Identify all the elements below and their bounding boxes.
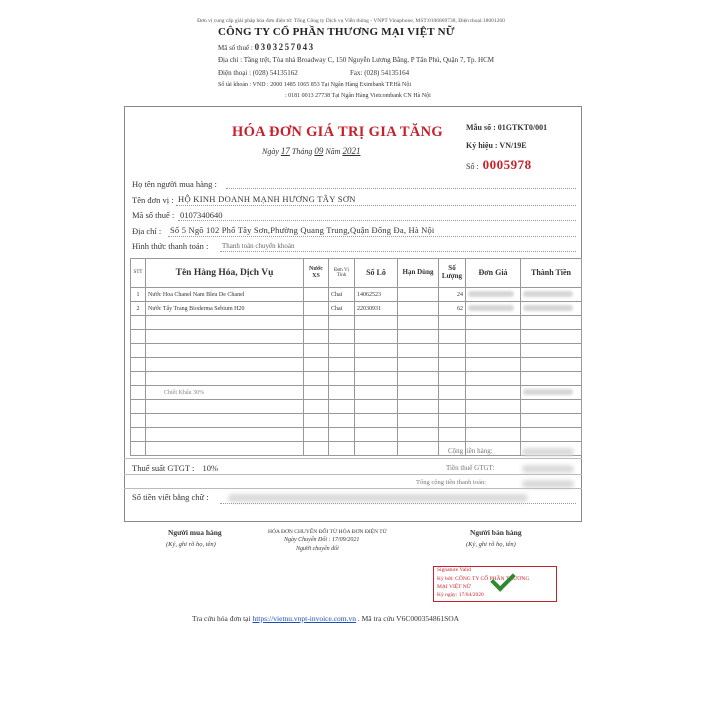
vat-amount-label: Tiền thuế GTGT:: [446, 464, 495, 472]
invoice-title: HÓA ĐƠN GIÁ TRỊ GIA TĂNG: [232, 124, 443, 140]
redacted-total: [522, 480, 574, 488]
converter-label: Người chuyển đổi: [296, 546, 339, 552]
row-unit-price: [466, 288, 521, 302]
table-row: [131, 288, 582, 302]
buyer-name-line: [226, 188, 576, 189]
row-product-name: Nước Tẩy Trang Bioderma Sebium H20: [146, 302, 304, 316]
seller-signature-title: Người bán hàng: [470, 528, 522, 537]
buyer-address-value: Số 5 Ngõ 102 Phố Tây Sơn,Phường Quang Trung,Quận Đống Đa, Hà Nội: [170, 225, 435, 235]
table-row: [131, 358, 582, 372]
conversion-date: Ngày Chuyển Đổi : 17/09/2021: [284, 537, 360, 543]
subtotal-label: Cộng tiền hàng:: [448, 447, 493, 455]
col-lot: Số Lô: [355, 259, 398, 288]
row-lot: 14062523: [355, 288, 398, 302]
company-phone: Điện thoại : (028) 54135162: [218, 69, 298, 77]
row-quantity: 24: [439, 288, 466, 302]
company-tax-code: Mã số thuế : 0303257043: [218, 42, 315, 52]
company-address: Địa chỉ : Tầng trệt, Tòa nhà Broadway C, 150 Nguyễn Lương Bằng, P Tân Phú, Quận 7, Tp. HCM: [218, 56, 494, 64]
company-fax: Fax: (028) 54135164: [350, 69, 410, 77]
col-unit: Đơn Vị Tính: [329, 259, 355, 288]
row-amount: [521, 288, 582, 302]
col-origin: Nước XS: [304, 259, 329, 288]
buyer-signature-title: Người mua hàng: [168, 528, 222, 537]
amount-in-words-line: [220, 503, 576, 504]
row-stt: 1: [131, 288, 146, 302]
table-row: [131, 344, 582, 358]
signature-valid-label: Signature Valid: [437, 567, 471, 573]
buyer-unit-label: Tên đơn vị :: [132, 195, 174, 205]
row-origin: [304, 302, 329, 316]
buyer-tax-label: Mã số thuế :: [132, 210, 175, 220]
items-table: [130, 258, 582, 456]
template-code: Mẫu số : 01GTKT0/001: [466, 123, 548, 132]
row-unit-price: [466, 302, 521, 316]
seller-signature-hint: (Ký, ghi rõ họ, tên): [466, 541, 516, 548]
redacted-amount-in-words: [228, 494, 528, 502]
bank-account-2: : 0181 0013 27738 Tại Ngân Hàng Vietcombank CN Hà Nội: [285, 93, 431, 99]
vat-rate-label: Thuế suất GTGT : 10%: [132, 463, 219, 473]
row-stt: 2: [131, 302, 146, 316]
invoice-date: Ngày 17 Tháng 09 Năm 2021: [262, 146, 361, 156]
grand-total-label: Tổng cộng tiền thanh toán:: [416, 479, 487, 486]
lookup-link[interactable]: https://vietnu.vnpt-invoice.com.vn: [252, 614, 356, 623]
buyer-tax-line: [178, 220, 576, 221]
redacted-amount: [523, 291, 573, 297]
col-unit-price: Đơn Giá: [466, 259, 521, 288]
table-row: [131, 316, 582, 330]
amount-in-words-label: Số tiền viết bằng chữ :: [132, 492, 209, 502]
signature-signed-by-2: MẠI VIỆT NỮ: [437, 584, 472, 590]
signature-date: Ký ngày: 17/04/2020: [437, 592, 484, 598]
invoice-number: Số : 0005978: [466, 157, 532, 172]
row-lot: 22030931: [355, 302, 398, 316]
table-row: [131, 302, 582, 316]
frame-left: [124, 106, 125, 522]
frame-bottom: [124, 521, 582, 522]
header-divider: [124, 106, 582, 107]
buyer-signature-hint: (Ký, ghi rõ họ, tên): [166, 541, 216, 548]
table-row: [131, 330, 582, 344]
redacted-amount: [523, 305, 573, 311]
table-row: [131, 442, 582, 456]
payment-method-label: Hình thức thanh toán :: [132, 241, 209, 251]
bank-account-1: Số tài khoản : VND : 2000 1485 1065 853 Tại Ngân Hàng Eximbank TP.Hà Nội: [218, 82, 411, 88]
table-row: [131, 386, 582, 400]
invoice-series: Ký hiệu : VN/19E: [466, 141, 527, 150]
redacted-price: [468, 291, 514, 297]
col-product-name: Tên Hàng Hóa, Dịch Vụ: [146, 259, 304, 288]
redacted-subtotal: [522, 448, 574, 456]
buyer-name-label: Họ tên người mua hàng :: [132, 179, 217, 189]
buyer-tax-value: 0107340640: [180, 210, 223, 220]
row-expiry: [398, 288, 439, 302]
buyer-unit-line: [176, 205, 576, 206]
col-quantity: Số Lượng: [439, 259, 466, 288]
col-expiry: Hạn Dùng: [398, 259, 439, 288]
redacted-price: [468, 305, 514, 311]
subtotal-divider: [124, 458, 582, 459]
row-product-name: Nước Hoa Chanel Nam Bleu De Chanel: [146, 288, 304, 302]
redacted-vat: [522, 465, 574, 473]
conversion-title: HÓA ĐƠN CHUYỂN ĐỔI TỪ HÓA ĐƠN ĐIỆN TỬ: [268, 529, 387, 535]
redacted-amount: [523, 389, 573, 395]
table-row: [131, 428, 582, 442]
row-unit: Chai: [329, 302, 355, 316]
row-amount: [521, 386, 582, 400]
provider-line: Đơn vị cung cấp giải pháp hóa đơn điện tử: Tổng Công ty Dịch vụ Viễn thông - VNPT Vinaphone, MST:0106869738, Điện thoại:18001260: [197, 18, 505, 24]
row-amount: [521, 302, 582, 316]
buyer-unit-value: HỘ KINH DOANH MẠNH HƯƠNG TÂY SƠN: [178, 194, 356, 204]
signature-signed-by: Ký bởi: CÔNG TY CỔ PHẦN THƯƠNG: [437, 576, 530, 582]
table-row: [131, 372, 582, 386]
row-origin: [304, 288, 329, 302]
payment-method-line: [220, 251, 576, 252]
buyer-address-label: Địa chỉ :: [132, 226, 162, 236]
table-row: [131, 400, 582, 414]
table-header-row: [131, 259, 582, 288]
discount-note: Chiết Khấu 30%: [146, 386, 304, 400]
company-name: CÔNG TY CỔ PHẦN THƯƠNG MẠI VIỆT NỮ: [218, 26, 455, 38]
total-divider: [124, 488, 582, 489]
col-stt: STT: [131, 259, 146, 288]
lookup-footer: Tra cứu hóa đơn tại https://vietnu.vnpt-invoice.com.vn . Mã tra cứu V6C000354861SOA: [192, 614, 460, 623]
vat-divider: [124, 474, 582, 475]
row-unit: Chai: [329, 288, 355, 302]
payment-method-value: Thanh toán chuyển khoản: [222, 242, 295, 250]
row-expiry: [398, 302, 439, 316]
table-row: [131, 414, 582, 428]
buyer-address-line: [168, 236, 576, 237]
col-amount: Thành Tiền: [521, 259, 582, 288]
row-quantity: 62: [439, 302, 466, 316]
